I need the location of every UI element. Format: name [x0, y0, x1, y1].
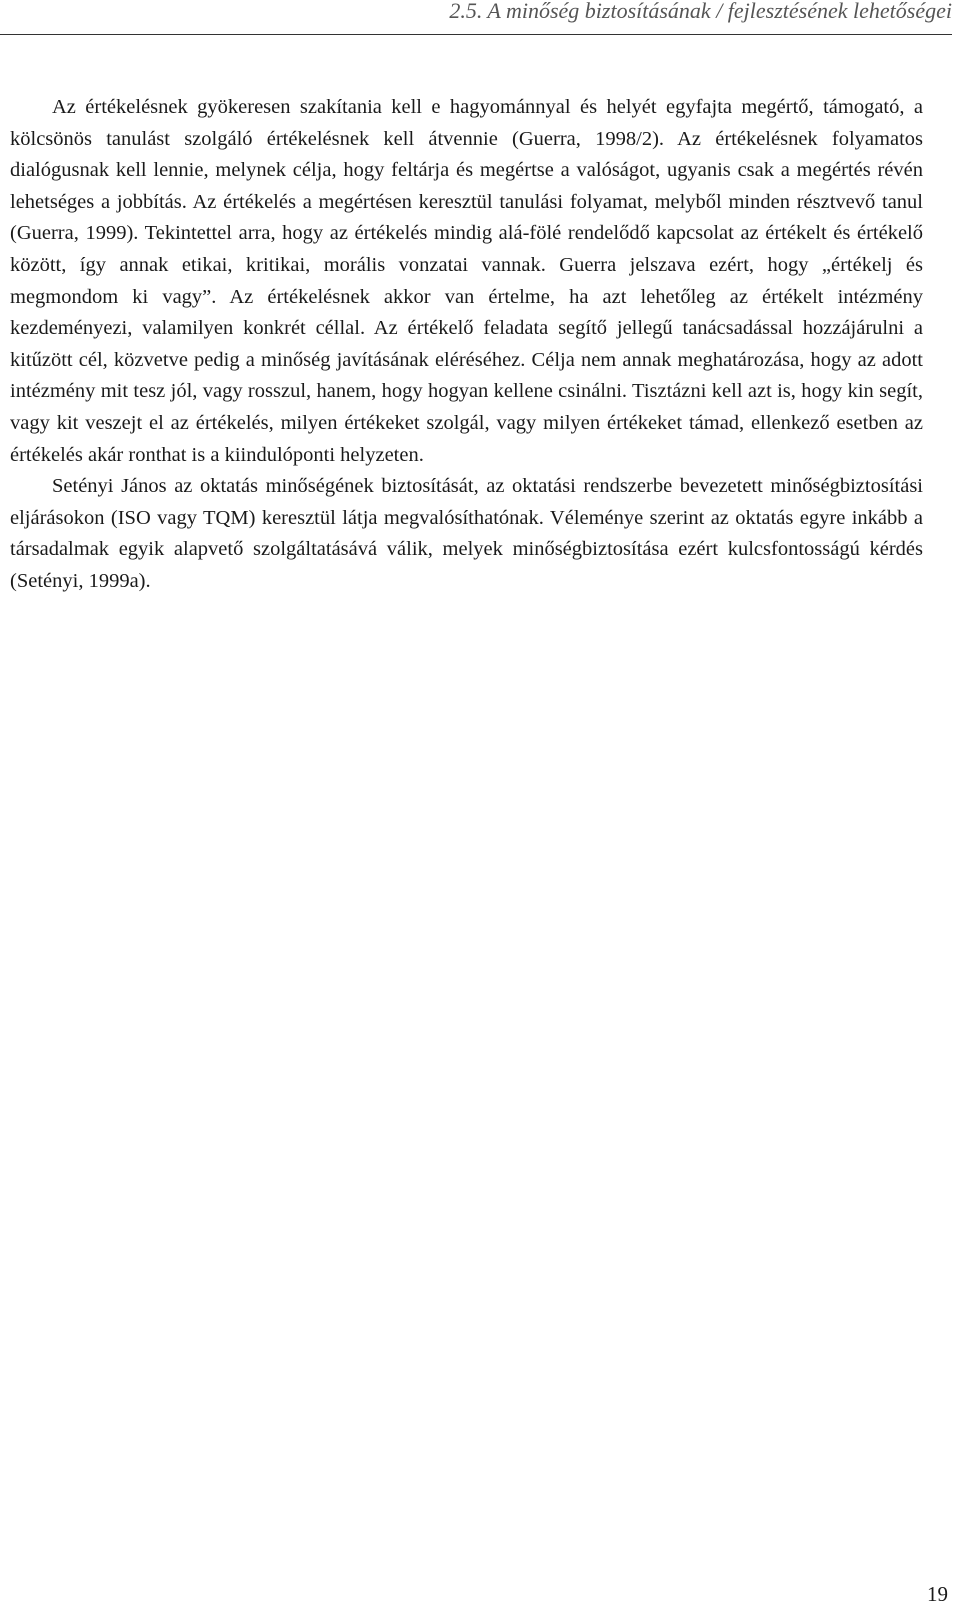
page-number: 19 — [927, 1582, 948, 1606]
running-header — [0, 0, 952, 35]
paragraph: Az értékelésnek gyökeresen szakítania kell e hagyománnyal és helyét egyfajta megértő, támogató, a kölcsönös tanulást szolgáló értékelésnek kell átvennie (Guerra, 1998/2). Az értékelésnek folyamatos dialógusnak kell lennie, melynek célja, hogy feltárja és megértse a valóságot, ugyanis csak a megértés révén lehetséges a jobbítás. Az értékelés a megértésen keresztül tanulási folyamat, melyből minden résztvevő tanul (Guerra, 1999). Tekintettel arra, hogy az értékelés mindig alá-fölé rendelődő kapcsolat az értékelt és értékelő között, így annak etikai, kritikai, morális vonzatai vannak. Guerra jelszava ezért, hogy „értékelj és megmondom ki vagy”. Az értékelésnek akkor van értelme, ha azt lehetőleg az értékelt intézmény kezdeményezi, valamilyen konkrét céllal. Az értékelő feladata segítő jellegű tanácsadással hozzájárulni a kitűzött cél, közvetve pedig a minőség javításának eléréséhez. Célja nem annak meghatározása, hogy az adott intézmény mit tesz jól, vagy rosszul, hanem, hogy hogyan kellene csinálni. Tisztázni kell azt is, hogy kin segít, vagy kit veszejt el az értékelés, milyen értékeket szolgál, vagy milyen értékeket támad, ellenkező esetben az értékelés akár ronthat is a kiindulóponti helyzeten. — [10, 96, 923, 466]
section-title: 2.5. A minőség biztosításának / fejlesztésének lehetőségei — [449, 0, 952, 23]
body-text — [10, 92, 923, 598]
paragraph: Setényi János az oktatás minőségének biztosítását, az oktatási rendszerbe bevezetett minőségbiztosítási eljárásokon (ISO vagy TQM) keresztül látja megvalósíthatónak. Véleménye szerint az oktatás egyre inkább a társadalmak egyik alapvető szolgáltatásává válik, melyek minőségbiztosítása ezért kulcsfontosságú kérdés (Setényi, 1999a). — [10, 475, 923, 592]
